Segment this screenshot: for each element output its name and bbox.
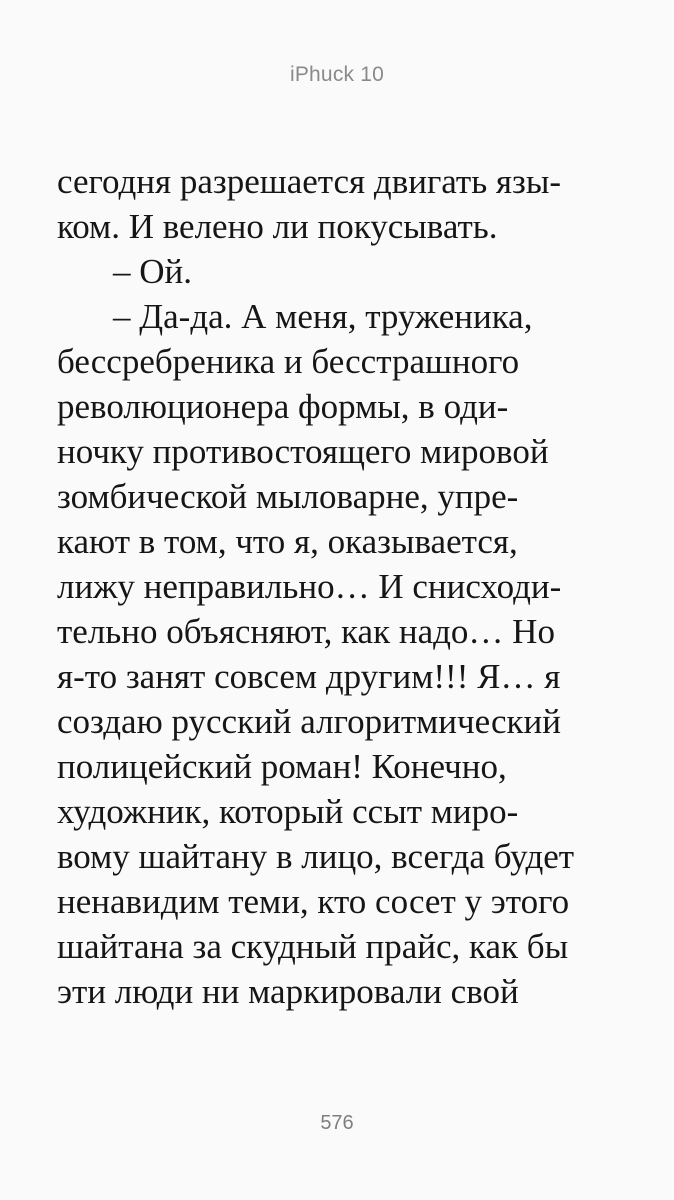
book-header xyxy=(0,63,674,87)
text-line: кают в том, что я, оказывается, xyxy=(57,522,518,561)
page-footer xyxy=(0,1112,674,1135)
text-line: зомбической мыловарне, упре- xyxy=(57,477,519,516)
text-line: ночку противостоящего мировой xyxy=(57,432,549,471)
text-line: полицейский роман! Конечно, xyxy=(57,747,507,786)
text-line: лижу неправильно… И снисходи- xyxy=(57,567,562,606)
text-line: тельно объясняют, как надо… Но xyxy=(57,612,555,651)
text-line: ненавидим теми, кто сосет у этого xyxy=(57,882,570,921)
text-line: ком. И велено ли покусывать. xyxy=(57,207,498,246)
page-text xyxy=(57,159,644,1014)
text-line: бессребреника и бесстрашного xyxy=(57,342,520,381)
text-line: – Ой. xyxy=(113,252,193,291)
text-line: художник, который ссыт миро- xyxy=(57,792,519,831)
text-line: революционера формы, в оди- xyxy=(57,387,509,426)
text-line: эти люди ни маркировали свой xyxy=(57,972,519,1011)
text-line: я-то занят совсем другим!!! Я… я xyxy=(57,657,561,696)
text-line: вому шайтану в лицо, всегда будет xyxy=(57,837,575,876)
text-line: – Да-да. А меня, труженика, xyxy=(113,297,533,336)
text-line: шайтана за скудный прайс, как бы xyxy=(57,927,569,966)
book-title: iPhuck 10 xyxy=(289,63,385,86)
text-line: сегодня разрешается двигать язы- xyxy=(57,162,562,201)
text-line: создаю русский алгоритмический xyxy=(57,702,561,741)
page-number: 576 xyxy=(320,1112,354,1134)
